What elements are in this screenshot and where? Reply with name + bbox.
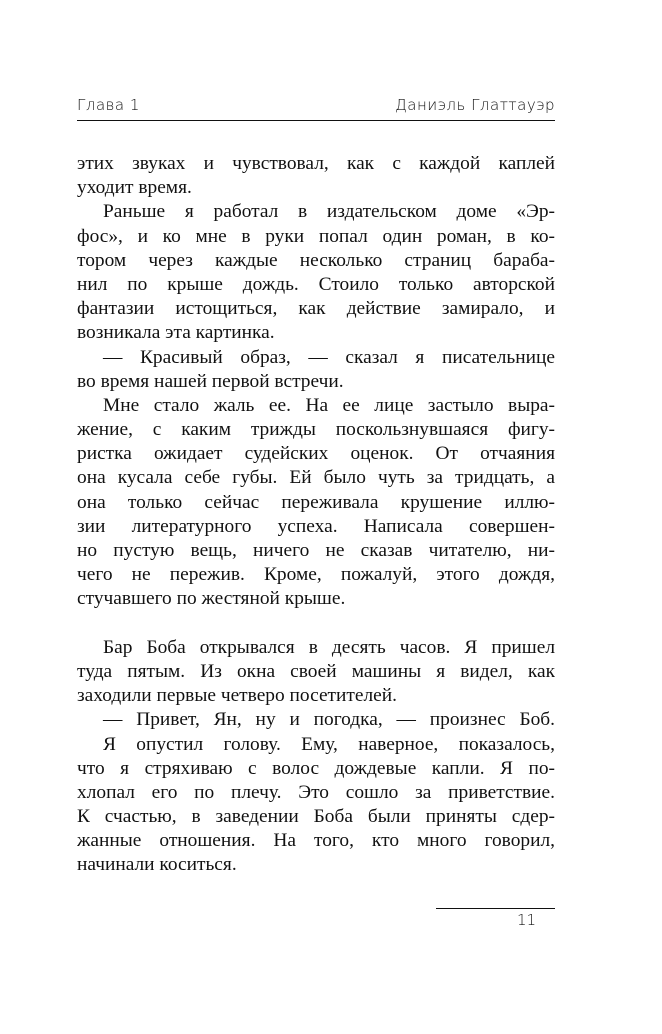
paragraph-gap — [77, 612, 555, 636]
text-line: во время нашей первой встречи. — [77, 370, 344, 392]
body-text — [77, 152, 555, 878]
text-line: Я опустил голову. Ему, наверное, показалось, — [103, 733, 555, 755]
text-line: начинали коситься. — [77, 854, 237, 876]
text-line: зии литературного успеха. Написала совершен- — [77, 515, 555, 537]
text-line: хлопал его по плечу. Это сошло за приветствие. — [77, 781, 555, 803]
text-line: заходили первые четверо посетителей. — [77, 685, 397, 707]
text-line: — Привет, Ян, ну и погодка, — произнес Боб. — [103, 709, 555, 731]
text-line: нил по крыше дождь. Стоило только авторской — [77, 273, 555, 295]
text-line: но пустую вещь, ничего не сказав читателю, ни- — [77, 540, 555, 561]
text-line: чего не пережив. Кроме, пожалуй, этого дождя, — [77, 564, 555, 586]
running-head — [77, 96, 555, 121]
author-name: Даниэль Глаттауэр — [395, 96, 555, 114]
chapter-label: Глава 1 — [77, 96, 140, 114]
text-line: Мне стало жаль ее. На ее лице застыло выра- — [103, 394, 555, 416]
text-line: уходит время. — [77, 177, 192, 199]
text-line: она кусала себе губы. Ей было чуть за тридцать, а — [77, 467, 555, 489]
text-line: ристка ожидает судейских оценок. От отчаяния — [77, 443, 555, 465]
page-number: 11 — [517, 911, 537, 929]
text-line: что я стряхиваю с волос дождевые капли. Я по- — [77, 757, 555, 779]
text-line: жанные отношения. На того, кто много говорил, — [77, 830, 555, 852]
text-line: стучавшего по жестяной крыше. — [77, 588, 346, 610]
text-line: — Красивый образ, — сказал я писательнице — [103, 346, 555, 368]
text-line: фантазии истощиться, как действие замирало, и — [77, 298, 555, 320]
text-line: тором через каждые несколько страниц бараба- — [77, 249, 555, 271]
text-line: возникала эта картинка. — [77, 322, 275, 344]
text-line: Бар Боба открывался в десять часов. Я пришел — [103, 636, 555, 658]
text-line: фос», и ко мне в руки попал один роман, в ко- — [77, 225, 555, 247]
text-line: туда пятым. Из окна своей машины я видел, как — [77, 660, 555, 682]
text-line: К счастью, в заведении Боба были приняты сдер- — [77, 806, 555, 828]
text-line: жение, с каким трижды поскользнувшаяся фигу- — [77, 419, 555, 441]
text-line: Раньше я работал в издательском доме «Эр- — [103, 201, 555, 223]
page-footer — [436, 908, 555, 929]
text-line: этих звуках и чувствовал, как с каждой каплей — [77, 153, 555, 174]
text-line: она только сейчас переживала крушение иллю- — [77, 491, 555, 513]
